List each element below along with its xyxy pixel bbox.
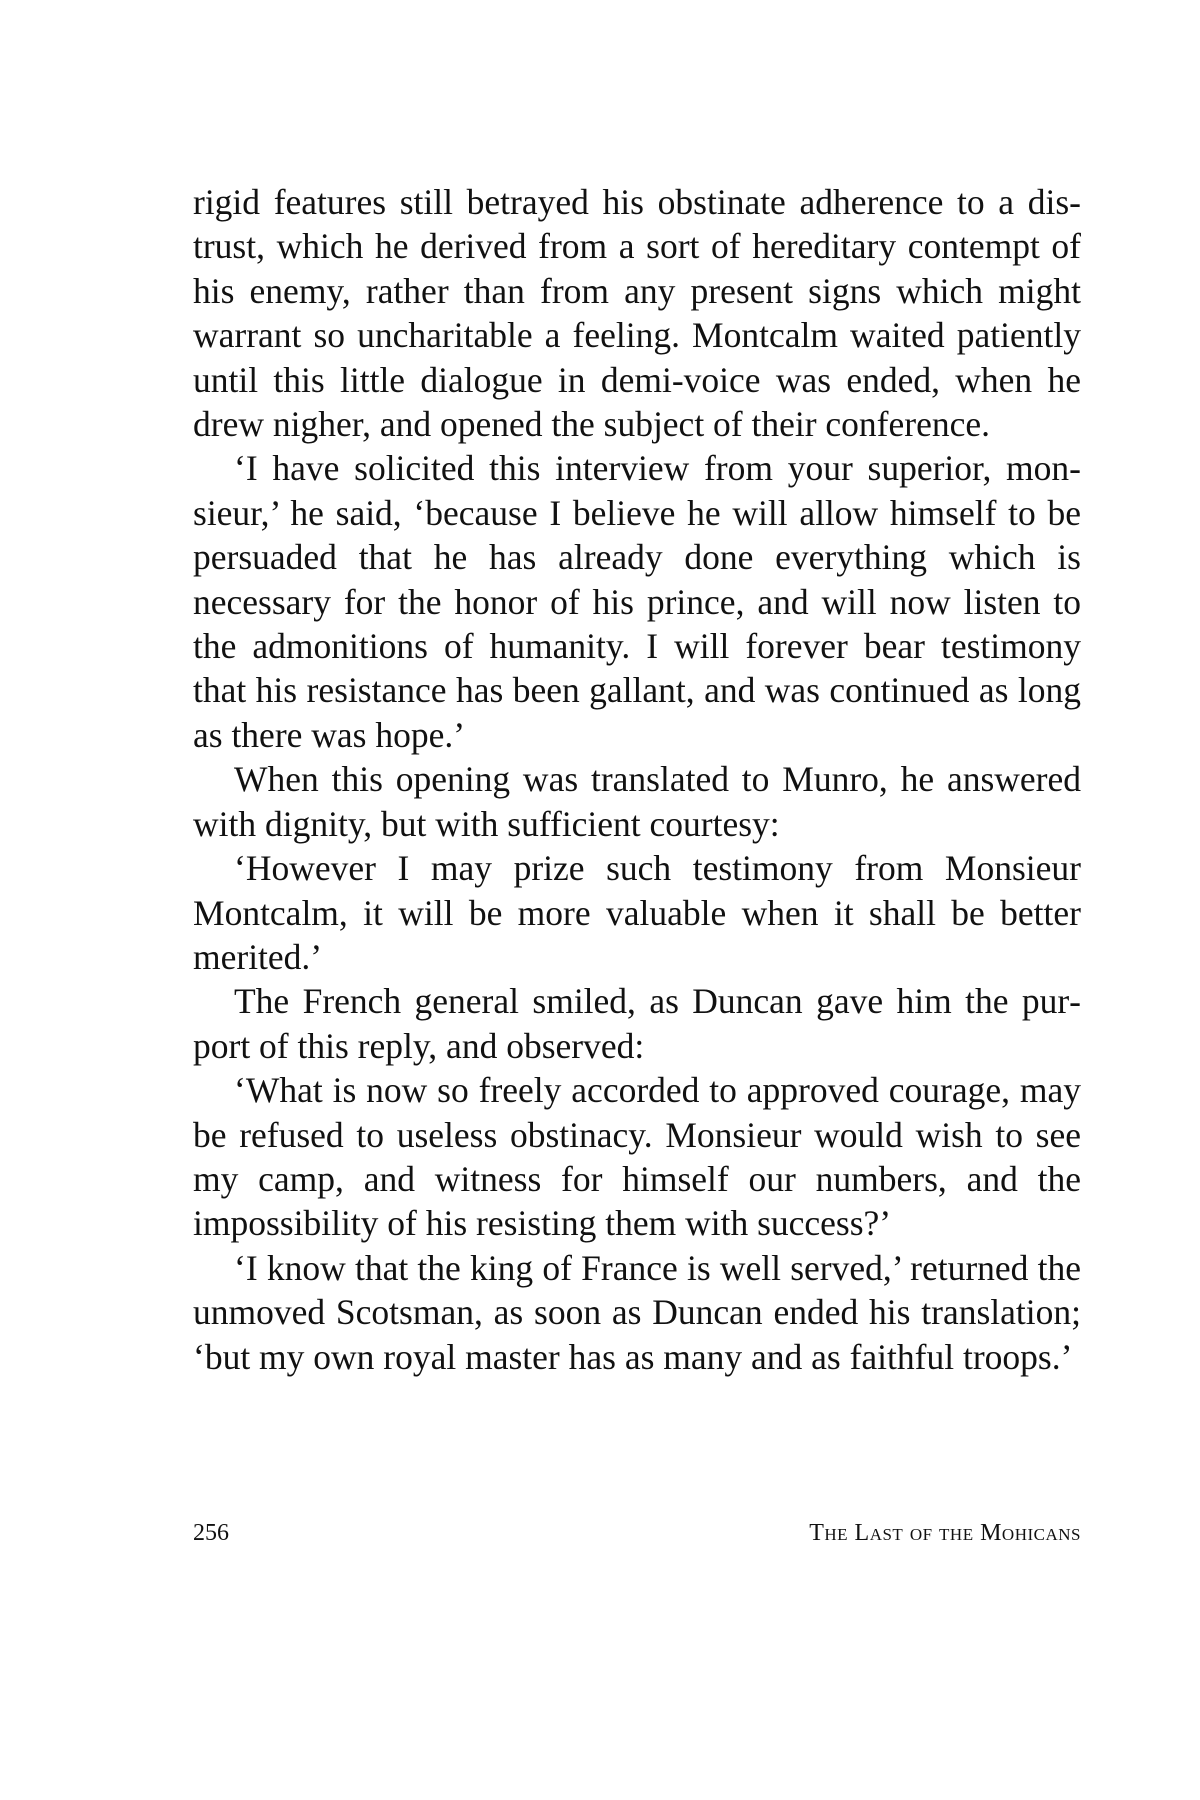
paragraph-montcalm-camp: ‘What is now so freely accorded to approved courage, may be refused to useless obstinacy. Monsieur would wish to see my camp, and witness for himself our numbers, and the impossibility of his resisting them with success?’ (193, 1070, 1081, 1244)
page-number: 256 (193, 1520, 229, 1546)
paragraph-munro-translation: When this opening was translated to Munro, he answered with dignity, but with sufficient courtesy: (193, 759, 1081, 844)
paragraph-continued: rigid features still betrayed his obstinate adherence to a distrust, which he derived from a sort of hereditary contempt of his enemy, rather than from any present signs which might warrant so uncharitable a feeling. Montcalm waited patiently until this little dialogue in demi-voice was ended, when he drew nigher, and opened the subject of their conference. (193, 182, 1081, 445)
paragraph-general-smiled: The French general smiled, as Duncan gave him the purport of this reply, and observed: (193, 981, 1081, 1066)
body-text (193, 180, 1081, 1379)
paragraph-montcalm-speech: ‘I have solicited this interview from your superior, monsieur,’ he said, ‘because I believe he will allow himself to be persuaded that he has already done everything which is necessary for the honor of his prince, and will now listen to the admonitions of humanity. I will forever bear testimony that his resistance has been gallant, and was continued as long as there was hope.’ (193, 448, 1081, 755)
page-footer (193, 1518, 1081, 1558)
paragraph-scotsman-reply: ‘I know that the king of France is well served,’ returned the unmoved Scotsman, as soon as Duncan ended his translation; ‘but my own royal master has as many and as faithful troops.’ (193, 1247, 1081, 1377)
paragraph-munro-reply: ‘However I may prize such testimony from Monsieur Montcalm, it will be more valuable when it shall be better merited.’ (193, 848, 1081, 977)
running-title: The Last of the Mohicans (809, 1520, 1081, 1546)
